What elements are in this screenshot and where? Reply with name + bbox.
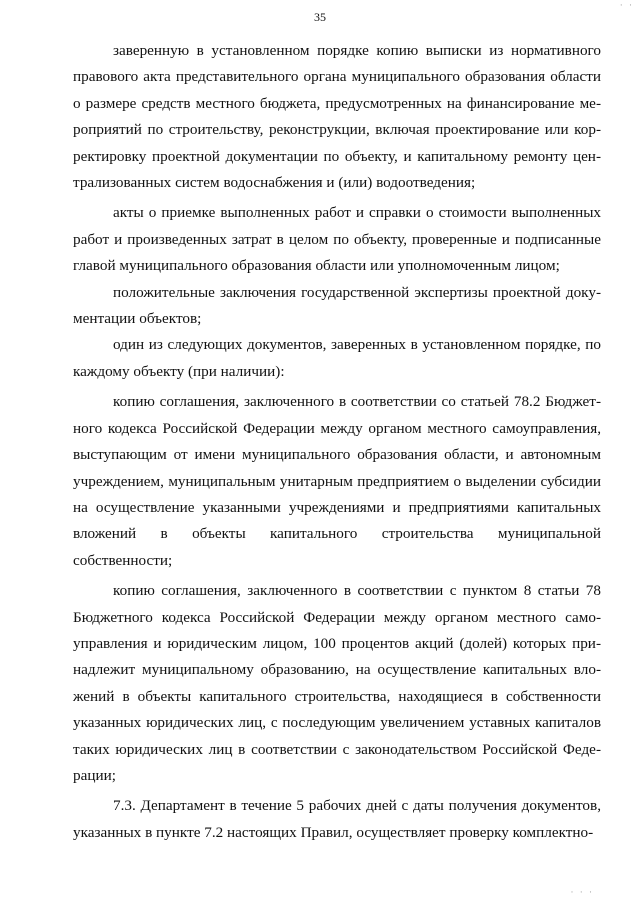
paragraph-expertise-conclusions: положительные заключения государственной экспертизы проектной документации объектов; xyxy=(73,283,601,328)
paragraph-section-7-3: 7.3. Департамент в течение 5 рабочих дней с даты получения документов, указанных в пункте 7.2 настоящих Правил, осуществляет проверку комплектно- xyxy=(73,797,601,841)
page-number: 35 xyxy=(314,10,326,24)
paragraph-one-of-documents: один из следующих документов, заверенных в установленном порядке, по каждому объекту (при наличии): xyxy=(73,336,601,380)
paragraph-agreement-78-2: копию соглашения, заключенного в соответствии со статьей 78.2 Бюджетного кодекса Российской Федерации между органом местного самоуправления, выступающим от имени муниципального образования области, и автономным учреждением, муниципальным унитарным предприятием о выделении субсидии на осуществление указанными учреждениями и предприятиями капитальных вложений в объекты капитального строительства муниципальной собственности; xyxy=(73,393,601,569)
document-body xyxy=(73,38,601,846)
paragraph-extract-copy: заверенную в установленном порядке копию выписки из нормативного правового акта представительного органа муниципального образования области о размере средств местного бюджета, предусмотренных на финансирование мероприятий по строительству, реконструкции, включая проектирование или корректировку проектной документации по объекту, и капитальному ремонту централизованных систем водоснабжения и (или) водоотведения; xyxy=(73,42,601,192)
paragraph-acceptance-acts: акты о приемке выполненных работ и справки о стоимости выполненных работ и произведенных затрат в целом по объекту, проверенные и подписанные главой муниципального образования области или уполномоченным лицом; xyxy=(73,204,601,275)
paragraph-agreement-78-8: копию соглашения, заключенного в соответствии с пунктом 8 статьи 78 Бюджетного кодекса Российской Федерации между органом местного самоуправления и юридическим лицом, 100 процентов акций (долей) которых принадлежит муниципальному образованию, на осуществление капитальных вложений в объекты капитального строительства, находящиеся в собственности указанных юридических лиц, с последующим увеличением уставных капиталов таких юридических лиц в соответствии с законодательством Российской Федерации; xyxy=(73,582,601,784)
scan-corner-mark: · · xyxy=(619,0,634,10)
scan-bottom-mark: · · · xyxy=(570,887,594,897)
